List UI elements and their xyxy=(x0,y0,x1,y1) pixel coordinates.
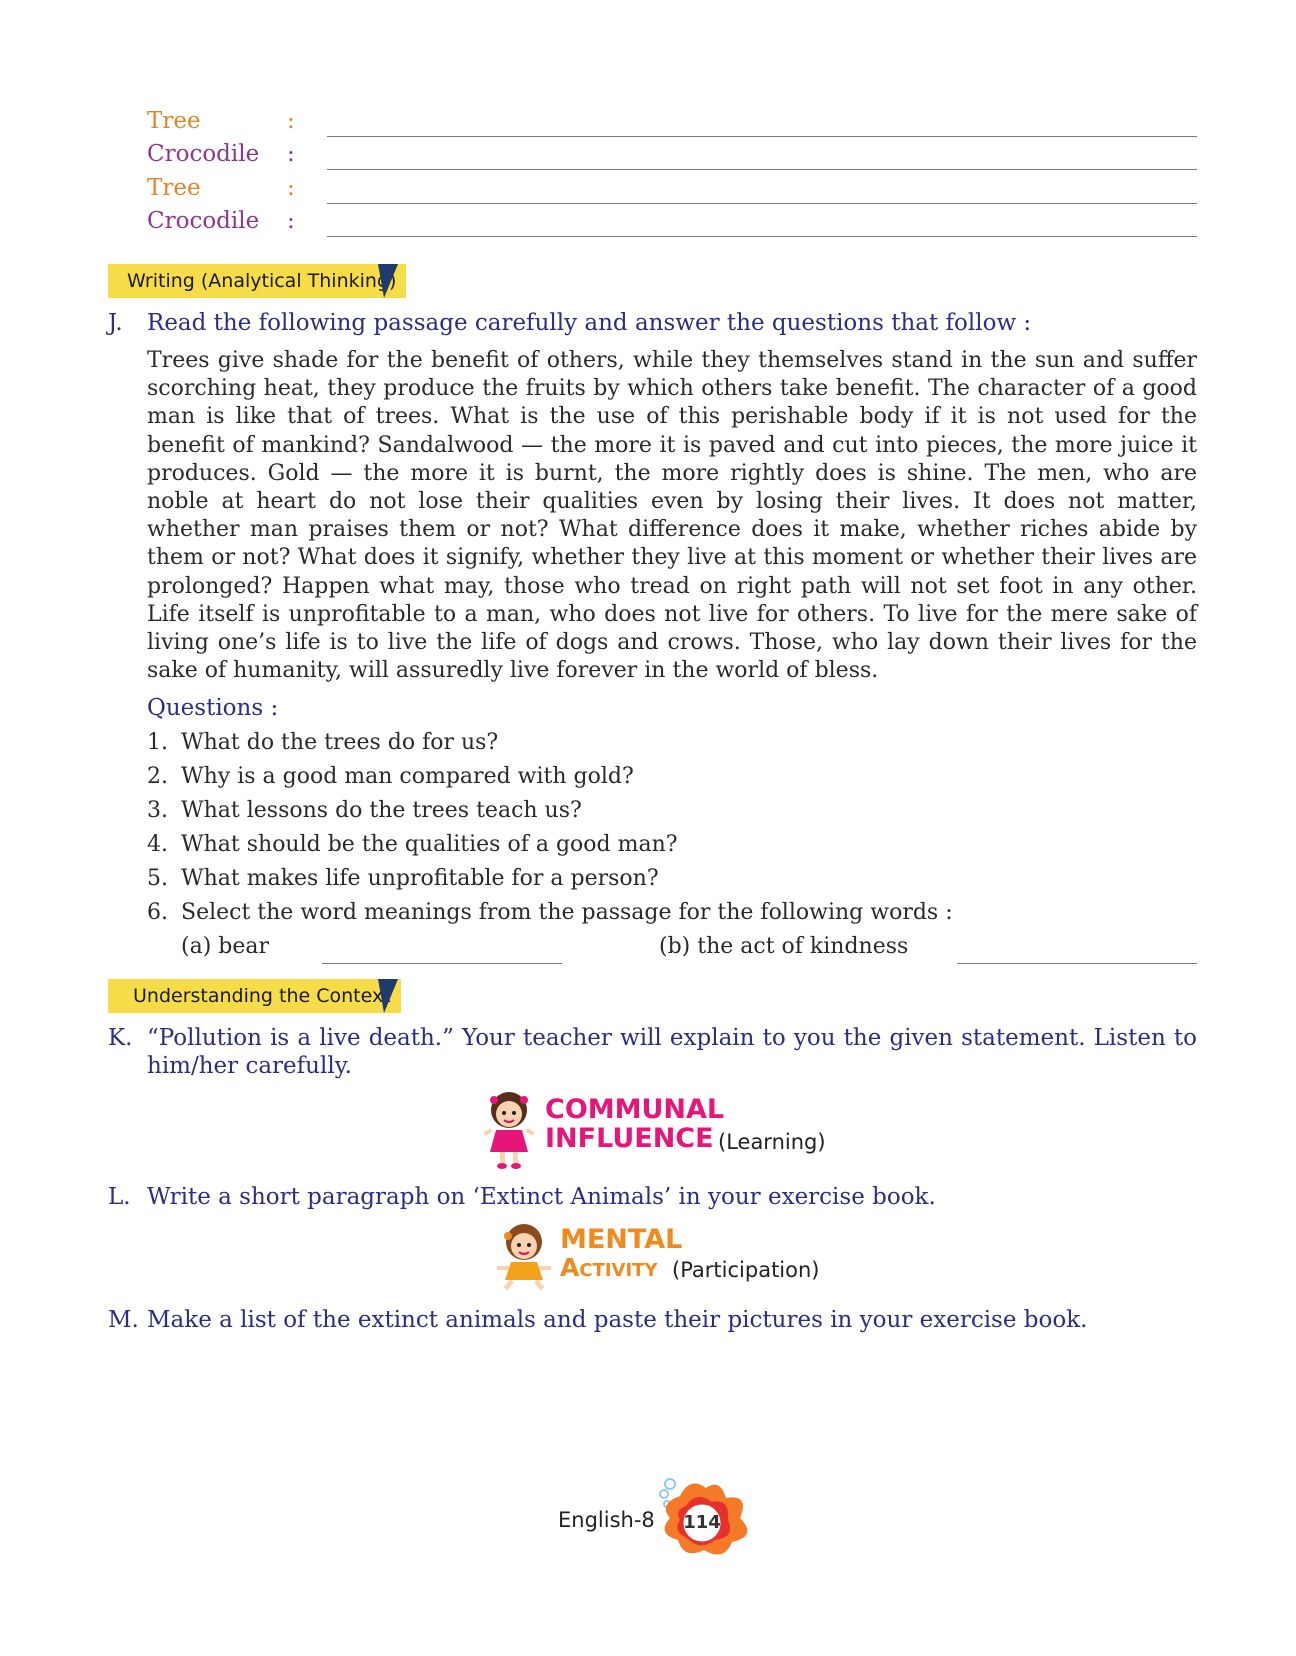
footer-book-title: English-8 xyxy=(558,1508,655,1532)
dialogue-colon: : xyxy=(287,108,295,134)
word-b-blank[interactable] xyxy=(957,963,1197,964)
dialogue-speaker: Crocodile xyxy=(147,141,260,167)
banner-flag-icon xyxy=(378,979,398,1013)
girl-character-icon xyxy=(493,1222,555,1294)
dialogue-colon: : xyxy=(287,208,295,234)
dialogue-line xyxy=(147,208,1197,240)
answer-blank[interactable] xyxy=(327,136,1197,137)
word-a-blank[interactable] xyxy=(322,963,562,964)
dialogue-line xyxy=(147,141,1197,173)
question-number: 3. xyxy=(147,798,168,823)
dialogue-speaker: Crocodile xyxy=(147,208,260,234)
dialogue-colon: : xyxy=(287,141,295,167)
list-item xyxy=(147,730,1197,762)
word-b-label: (b) the act of kindness xyxy=(659,934,909,959)
question-m xyxy=(0,1306,1296,1336)
mental-title-line2: Activity xyxy=(560,1253,658,1282)
question-letter: J. xyxy=(108,310,123,336)
list-item xyxy=(147,866,1197,898)
dialogue-colon: : xyxy=(287,175,295,201)
page-number-badge xyxy=(640,1476,760,1560)
list-item xyxy=(147,832,1197,864)
section-banner-label: Writing (Analytical Thinking) xyxy=(108,264,406,298)
list-item xyxy=(147,798,1197,830)
question-text: Read the following passage carefully and answer the questions that follow : xyxy=(147,310,1032,336)
passage-text: Trees give shade for the benefit of others, while they themselves stand in the sun and suffer scorching heat, they produce the fruits by which others take benefit. The character of a good man is like that of trees. What is the use of this perishable body if it is not used for the benefit of mankind? Sandalwood — the more it is paved and cut into pieces, the more juice it produces. Gold — the more it is burnt, the more rightly does is shine. The men, who are noble at heart do not lose their qualities even by losing their lives. It does not matter, whether man praises them or not? What difference does it make, whether riches abide by them or not? What does it signify, whether they live at this moment or whether their lives are prolonged? Happen what may, those who tread on right path will not set foot in any other. Life itself is unprofitable to a man, who does not live for others. To live for the mere sake of living one’s life is to live the life of dogs and crows. Those, who lay down their lives for the sake of humanity, will assuredly live forever in the world of bless. xyxy=(147,348,1197,684)
list-item xyxy=(147,900,1197,932)
mental-title-line1: MENTAL xyxy=(560,1224,683,1255)
communal-title-line1: COMMUNAL xyxy=(545,1094,725,1125)
question-text: Make a list of the extinct animals and paste their pictures in your exercise book. xyxy=(147,1307,1088,1333)
dialogue-speaker: Tree xyxy=(147,108,201,134)
question-number: 4. xyxy=(147,832,168,857)
question-k xyxy=(0,1024,1296,1084)
question-item-text: What lessons do the trees teach us? xyxy=(181,798,582,823)
question-item-text: Why is a good man compared with gold? xyxy=(181,764,634,789)
question-letter: K. xyxy=(108,1025,133,1051)
dialogue-line xyxy=(147,175,1197,207)
question-l xyxy=(0,1183,1296,1213)
mental-activity-heading xyxy=(493,1222,833,1294)
section-banner-label: Understanding the Context xyxy=(108,979,401,1013)
question-text: “Pollution is a live death.” Your teacher will explain to you the given statement. Listen to him/her carefully. xyxy=(147,1025,1197,1079)
question-letter: L. xyxy=(108,1184,131,1210)
answer-blank[interactable] xyxy=(327,169,1197,170)
communal-influence-heading xyxy=(478,1090,838,1170)
section-banner-writing xyxy=(108,264,408,298)
dialogue-line xyxy=(147,108,1197,140)
answer-blank[interactable] xyxy=(327,236,1197,237)
banner-flag-icon xyxy=(378,264,398,298)
answer-blank[interactable] xyxy=(327,203,1197,204)
question-number: 6. xyxy=(147,900,168,925)
question-item-text: What makes life unprofitable for a person? xyxy=(181,866,659,891)
question-item-text: What do the trees do for us? xyxy=(181,730,499,755)
girl-character-icon xyxy=(478,1090,540,1170)
dialogue-speaker: Tree xyxy=(147,175,201,201)
page-number: 114 xyxy=(683,1512,721,1533)
word-meaning-row xyxy=(147,934,1197,966)
question-item-text: What should be the qualities of a good man? xyxy=(181,832,678,857)
question-number: 1. xyxy=(147,730,168,755)
questions-heading: Questions : xyxy=(147,695,279,721)
question-text: Write a short paragraph on ‘Extinct Animals’ in your exercise book. xyxy=(147,1184,936,1210)
question-letter: M. xyxy=(108,1307,139,1333)
word-a-label: (a) bear xyxy=(181,934,270,959)
section-banner-context xyxy=(108,979,408,1013)
question-item-text: Select the word meanings from the passage for the following words : xyxy=(181,900,953,925)
mental-subtitle: (Participation) xyxy=(672,1258,820,1282)
question-number: 2. xyxy=(147,764,168,789)
question-number: 5. xyxy=(147,866,168,891)
list-item xyxy=(147,764,1197,796)
question-j xyxy=(0,309,1296,339)
communal-subtitle: (Learning) xyxy=(718,1130,826,1154)
communal-title-line2: INFLUENCE xyxy=(545,1123,714,1154)
